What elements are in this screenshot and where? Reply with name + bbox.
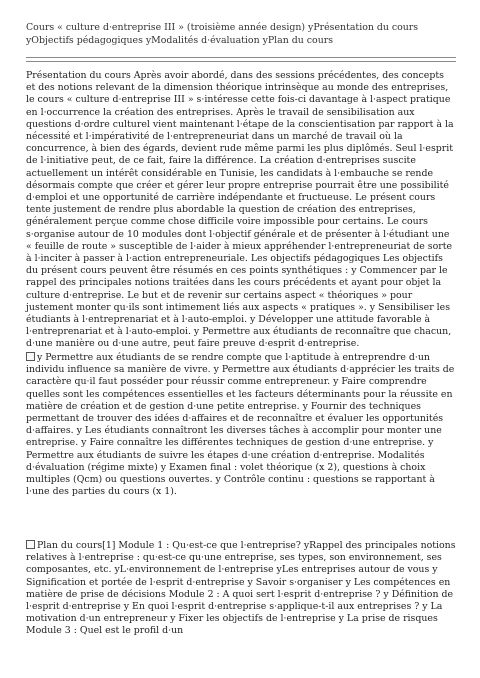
box-icon [26,540,35,549]
course-plan-text: Plan du cours[1] Module 1 : Qu·est-ce que l·entreprise? yRappel des principales notions relatives à l·entreprise : qu·est-ce qu·une entreprise, ses types, son environnement, ses composantes, etc. yL·environnement de l·entreprise yLes entreprises autour de vous y Signification et portée de l·esprit d·entreprise y Savoir s·organiser y Les compétences en matière de prise de décisions Module 2 : A quoi sert l·esprit d·entreprise ? y Définition de l·esprit d·entreprise y En quoi l·esprit d·entreprise s·applique-t-il aux entreprises ? y La motivation d·un entrepreneur y Fixer les objectifs de l·entreprise y La prise de risques Module 3 : Quel est le profil d·un [26,540,456,637]
box-icon [26,352,35,361]
objectives-paragraph [26,352,456,498]
header-divider-secondary [26,61,456,62]
document-header: Cours « culture d·entreprise III » (troisième année design) yPrésentation du cours yObjectifs pédagogiques yModalités d·évaluation yPlan du cours [26,22,419,46]
presentation-text: Présentation du cours Après avoir abordé, dans des sessions précédentes, des concepts et des notions relevant de la dimension théorique intrinsèque au monde des entreprises, le cours « culture d·entreprise III » s·intéresse cette fois-ci davantage à l·aspect pratique en l·occurrence la création des entreprises. Après le travail de sensibilisation aux questions d·ordre culturel vient maintenant l·étape de la conscientisation par rapport à la nécessité et l·impérativité de l·entrepreneuriat dans un marché de travail où la concurrence, à bien des égards, devient rude même parmi les plus diplômés. Seul l·esprit de l·initiative peut, de ce fait, faire la différence. La création d·entreprises suscite actuellement un intérêt considérable en Tunisie, les candidats à l·embauche se rende désormais compte que créer et gérer leur propre entreprise pourrait être une possibilité d·emploi et une opportunité de carrière indépendante et fructueuse. Le présent cours tente justement de rendre plus abordable la question de création des entreprises, généralement perçue comme chose difficile voire impossible pour certains. Le cours s·organise autour de 10 modules dont l·objectif générale et de présenter à l·étudiant une « feuille de route » susceptible de l·aider à mieux appréhender l·entrepreneuriat de sorte à l·inciter à passer à l·action entrepreneuriale. Les objectifs pédagogiques Les objectifs du présent cours peuvent être résumés en ces points synthétiques : y Commencer par le rappel des principales notions traitées dans les cours précédents et ayant pour objet la culture d·entreprise. Le but et de revenir sur certains aspect « théoriques » pour justement monter qu·ils sont intimement liés aux aspects « pratiques ». y Sensibiliser les étudiants à l·entreprenariat et à l·auto-emploi. y Développer une attitude favorable à l·entreprenariat et à l·auto-emploi. y Permettre aux étudiants de reconnaître que chacun, d·une manière ou d·une autre, peut faire preuve d·esprit d·entreprise. [26,70,454,350]
header-divider [26,57,456,58]
objectives-text: y Permettre aux étudiants de se rendre compte que l·aptitude à entreprendre d·un individu influence sa manière de vivre. y Permettre aux étudiants d·apprécier les traits de caractère qu·il faut posséder pour réussir comme entrepreneur. y Faire comprendre quelles sont les compétences essentielles et les facteurs déterminants pour la réussite en matière de création et de gestion d·une petite entreprise. y Fournir des techniques permettant de trouver des idées d·affaires et de reconnaître et évaluer les opportunités d·affaires. y Les étudiants connaîtront les diverses tâches à accomplir pour monter une entreprise. y Faire connaître les différentes techniques de gestion d·une entreprise. y Permettre aux étudiants de suivre les étapes d·une création d·entreprise. Modalités d·évaluation (régime mixte) y Examen final : volet théorique (x 2), questions à choix multiples (Qcm) ou questions ouvertes. y Contrôle continu : questions se rapportant à l·une des parties du cours (x 1). [26,352,455,498]
course-plan-paragraph [26,540,456,638]
presentation-paragraph [26,70,456,351]
